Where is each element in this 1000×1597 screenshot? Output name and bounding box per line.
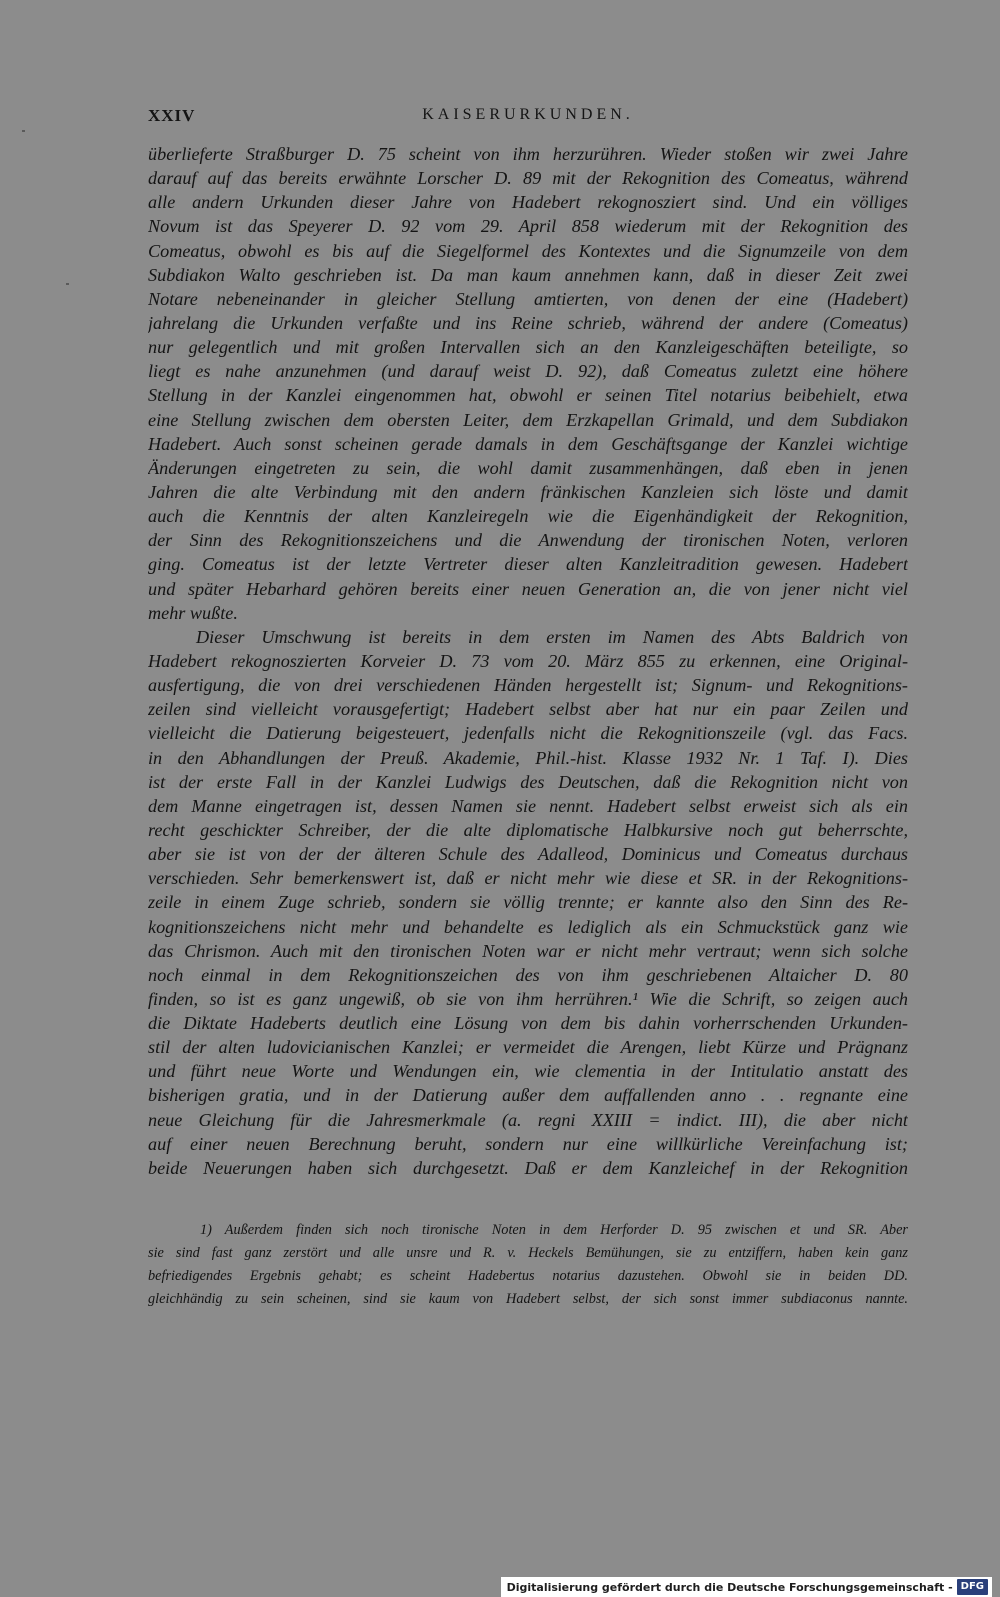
text-line: überlieferte Straßburger D. 75 scheint von ihm herzurühren. Wieder stoßen wir zwei Jahre xyxy=(148,144,908,164)
text-line: zeilen sind vielleicht vorausgefertigt; Hadebert selbst aber hat nur ein paar Zeilen und xyxy=(148,699,908,720)
footnote-line: sie sind fast ganz zerstört und alle unsre und R. v. Heckels Bemühungen, sie zu entziffern, haben kein ganz xyxy=(148,1245,908,1261)
text-line: Novum ist das Speyerer D. 92 vom 29. April 858 wiederum mit der Rekognition des xyxy=(148,216,908,237)
text-line: Änderungen eingetreten zu sein, die wohl damit zusammenhängen, daß eben in jenen xyxy=(148,457,908,478)
text-line: Hadebert rekognoszierten Korveier D. 73 vom 20. März 855 zu erkennen, eine Original- xyxy=(148,650,908,671)
text-line: jahrelang die Urkunden verfaßte und ins Reine schrieb, während der andere (Comeatus) xyxy=(148,312,908,333)
text-line: dem Manne eingetragen ist, dessen Namen sie nennt. Hadebert selbst erweist sich als ein xyxy=(148,795,908,816)
text-line: in den Abhandlungen der Preuß. Akademie, Phil.-hist. Klasse 1932 Nr. 1 Taf. I). Dies xyxy=(148,747,908,768)
footnote-line: gleichhändig zu sein scheinen, sind sie kaum von Hadebert selbst, der sich sonst immer subdiaconus nannte. xyxy=(148,1291,908,1307)
text-line: die Diktate Hadeberts deutlich eine Lösung von dem bis dahin vorherrschenden Urkunden- xyxy=(148,1013,908,1034)
text-line: liegt es nahe anzunehmen (und darauf weist D. 92), daß Comeatus zuletzt eine höhere xyxy=(148,361,908,382)
text-line: Stellung in der Kanzlei eingenommen hat, obwohl er seinen Titel notarius beibehielt, etwa xyxy=(148,385,908,406)
text-line: Jahren die alte Verbindung mit den andern fränkischen Kanzleien sich löste und damit xyxy=(148,481,908,502)
text-line: Comeatus, obwohl es bis auf die Siegelformel des Kontextes und die Signumzeile von dem xyxy=(148,240,908,261)
page-header xyxy=(148,106,908,134)
margin-mark xyxy=(22,130,25,132)
text-line: Notare nebeneinander in gleicher Stellung amtierten, von denen der eine (Hadebert) xyxy=(148,288,908,309)
text-line: Subdiakon Walto geschrieben ist. Da man kaum annehmen kann, daß in dieser Zeit zwei xyxy=(148,264,908,285)
text-line: nur gelegentlich und mit großen Intervallen sich an den Kanzleigeschäften beteiligte, so xyxy=(148,337,908,358)
text-line: mehr wußte. xyxy=(148,602,238,623)
running-title: KAISERURKUNDEN. xyxy=(422,106,634,123)
page-number: XXIV xyxy=(148,106,196,125)
text-line: ist der erste Fall in der Kanzlei Ludwigs des Deutschen, daß die Rekognition nicht von xyxy=(148,771,908,792)
text-line: auch die Kenntnis der alten Kanzleiregeln wie die Eigenhändigkeit der Rekognition, xyxy=(148,506,908,527)
text-line: auf einer neuen Berechnung beruht, sondern nur eine willkürliche Vereinfachung ist; xyxy=(148,1133,908,1154)
text-line: beide Neuerungen haben sich durchgesetzt. Daß er dem Kanzleichef in der Rekognition xyxy=(148,1157,908,1178)
text-line: das Chrismon. Auch mit den tironischen Noten war er nicht mehr vertraut; wenn sich solche xyxy=(148,940,908,961)
text-line: vielleicht die Datierung beigesteuert, jedenfalls nicht die Rekognitionszeile (vgl. das Facs. xyxy=(148,723,908,744)
footnote-line: befriedigendes Ergebnis gehabt; es scheint Hadebertus notarius dazustehen. Obwohl sie in beiden DD. xyxy=(148,1268,908,1284)
text-line: aber sie ist von der der älteren Schule des Adalleod, Dominicus und Comeatus durchaus xyxy=(148,844,908,865)
text-line: und später Hebarhard gehören bereits einer neuen Generation an, die von jener nicht viel xyxy=(148,578,908,599)
text-line: darauf auf das bereits erwähnte Lorscher D. 89 mit der Rekognition des Comeatus, während xyxy=(148,168,908,189)
text-line: der Sinn des Rekognitionszeichens und die Anwendung der tironischen Noten, verloren xyxy=(148,530,908,551)
main-text-block xyxy=(148,142,908,1180)
text-line: eine Stellung zwischen dem obersten Leiter, dem Erzkapellan Grimald, und dem Subdiakon xyxy=(148,409,908,430)
text-line: finden, so ist es ganz ungewiß, ob sie von ihm herrühren.¹ Wie die Schrift, so zeigen auch xyxy=(148,988,908,1009)
text-line: zeile in einem Zuge schrieb, sondern sie völlig trennte; er kannte also den Sinn des Re- xyxy=(148,892,908,913)
text-line: recht geschickter Schreiber, der die alte diplomatische Halbkursive noch gut beherrschte, xyxy=(148,819,908,840)
text-line: ging. Comeatus ist der letzte Vertreter dieser alten Kanzleitradition gewesen. Hadebert xyxy=(148,554,908,575)
footnote-block xyxy=(148,1219,908,1311)
text-line: alle andern Urkunden dieser Jahre von Hadebert rekognosziert sind. Und ein völliges xyxy=(148,192,908,213)
text-line: Hadebert. Auch sonst scheinen gerade damals in dem Geschäftsgange der Kanzlei wichtige xyxy=(148,433,908,454)
text-line: kognitionszeichens nicht mehr und behandelte es lediglich als ein Schmuckstück ganz wie xyxy=(148,916,908,937)
text-line: stil der alten ludovicianischen Kanzlei; er vermeidet die Arengen, liebt Kürze und Prägnanz xyxy=(148,1037,908,1058)
text-line: Dieser Umschwung ist bereits in dem ersten im Namen des Abts Baldrich von xyxy=(196,626,908,647)
text-line: neue Gleichung für die Jahresmerkmale (a. regni XXIII = indict. III), die aber nicht xyxy=(148,1109,908,1130)
text-line: und führt neue Worte und Wendungen ein, wie clementia in der Intitulatio anstatt des xyxy=(148,1061,908,1082)
text-line: noch einmal in dem Rekognitionszeichen des von ihm geschriebenen Altaicher D. 80 xyxy=(148,964,908,985)
text-line: bisherigen gratia, und in der Datierung außer dem auffallenden anno . . regnante eine xyxy=(148,1085,908,1106)
text-line: verschieden. Sehr bemerkenswert ist, daß er nicht mehr wie diese et SR. in der Rekognitions- xyxy=(148,868,908,889)
dfg-logo-icon: DFG xyxy=(957,1579,988,1595)
margin-mark xyxy=(66,283,69,285)
funding-credit-text: Digitalisierung gefördert durch die Deutsche Forschungsgemeinschaft - xyxy=(506,1580,953,1594)
funding-credit xyxy=(501,1577,992,1597)
text-line: ausfertigung, die von drei verschiedenen Händen hergestellt ist; Signum- und Rekognitions- xyxy=(148,675,908,696)
footnote-line: 1) Außerdem finden sich noch tironische Noten in dem Herforder D. 95 zwischen et und SR. Aber xyxy=(200,1222,908,1238)
